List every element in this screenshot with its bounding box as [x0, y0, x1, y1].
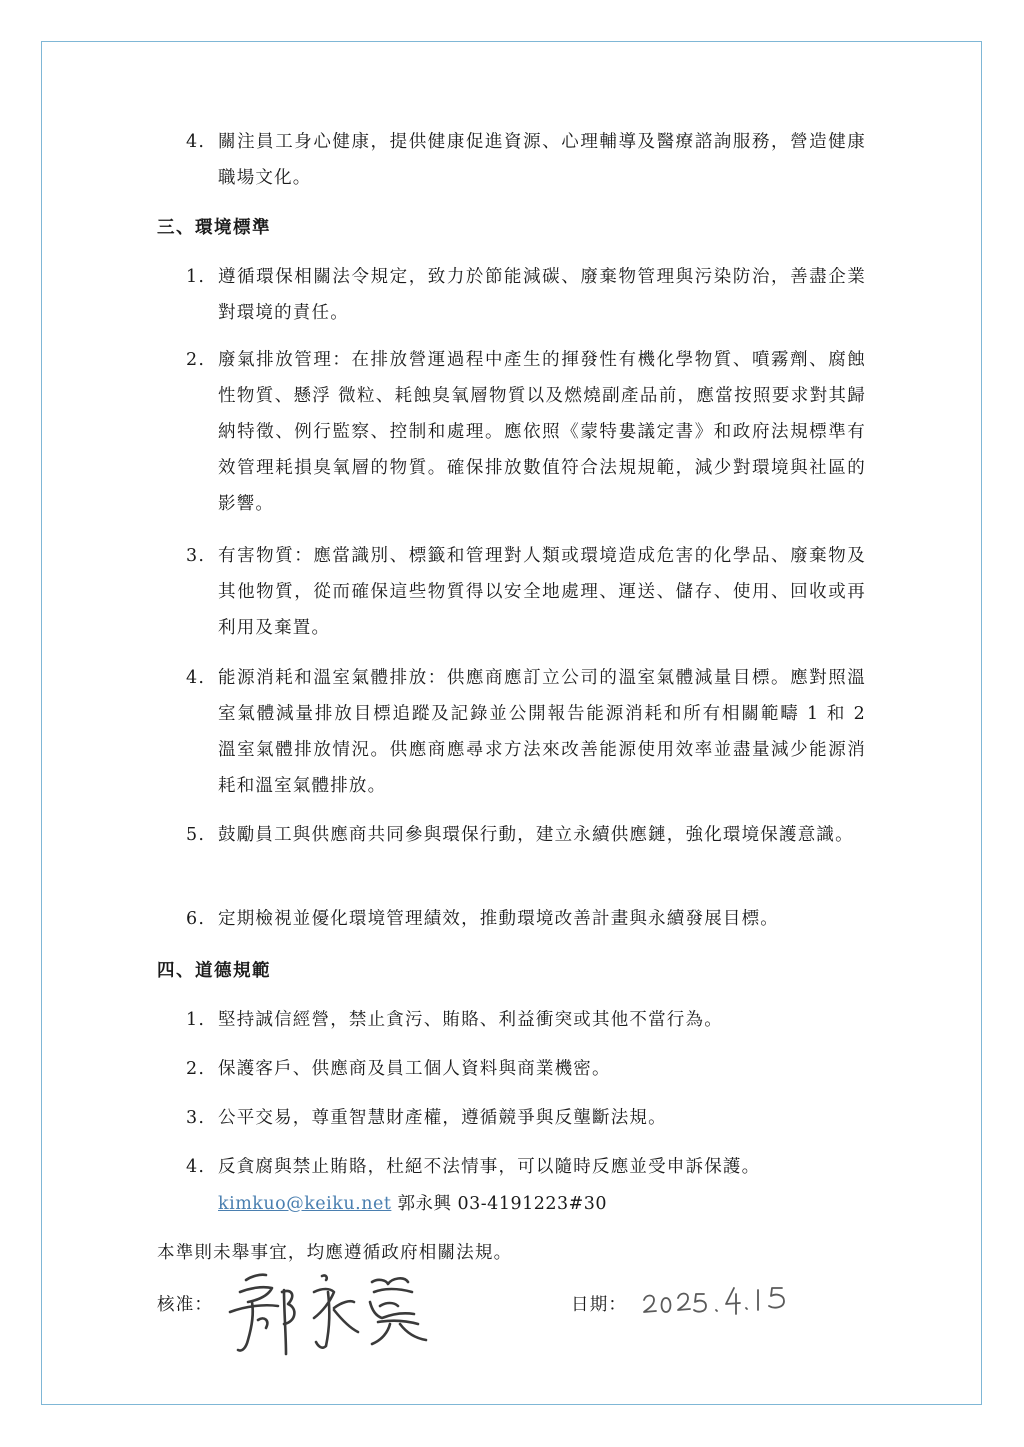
list-item [186, 1100, 866, 1136]
item-text: 反貪腐與禁止賄賂，杜絕不法情事，可以隨時反應並受申訴保護。 [218, 1157, 761, 1177]
item-number: 3. [186, 1108, 206, 1128]
list-item [186, 1002, 866, 1038]
list-item [186, 342, 866, 522]
item-text: 定期檢視並優化環境管理績效，推動環境改善計畫與永續發展目標。 [218, 909, 779, 929]
item-number: 2. [186, 1059, 206, 1079]
list-item [186, 538, 866, 646]
item-number: 2. [186, 350, 206, 370]
item-text: 關注員工身心健康，提供健康促進資源、心理輔導及醫療諮詢服務，營造健康職場文化。 [218, 132, 866, 188]
item-text: 廢氣排放管理：在排放營運過程中產生的揮發性有機化學物質、噴霧劑、腐蝕性物質、懸浮 微粒、耗蝕臭氧層物質以及燃燒副產品前，應當按照要求對其歸納特徵、例行監察、控制和處理。應依照《蒙特婁議定書》和政府法規標準有效管理耗損臭氧層的物質。確保排放數值符合法規規範，減少對環境與社區的影響。 [218, 350, 866, 514]
item-number: 4. [186, 1157, 206, 1177]
item-text: 堅持誠信經營，禁止貪污、賄賂、利益衝突或其他不當行為。 [218, 1010, 723, 1030]
item-text: 公平交易，尊重智慧財產權，遵循競爭與反壟斷法規。 [218, 1108, 667, 1128]
list-item [186, 660, 866, 804]
contact-line [218, 1189, 607, 1219]
item-number: 6. [186, 909, 206, 929]
list-item [186, 901, 866, 937]
list-item [186, 259, 866, 331]
item-text: 遵循環保相關法令規定，致力於節能減碳、廢棄物管理與污染防治，善盡企業對環境的責任。 [218, 267, 866, 323]
item-number: 4. [186, 668, 206, 688]
handwritten-signature [222, 1262, 432, 1357]
item-text: 保護客戶、供應商及員工個人資料與商業機密。 [218, 1059, 611, 1079]
handwritten-date [640, 1280, 800, 1320]
approve-label: 核准： [157, 1295, 214, 1315]
item-number: 3. [186, 546, 206, 566]
list-item [186, 1051, 866, 1087]
contact-name-phone: 郭永興 03-4191223#30 [391, 1194, 608, 1214]
email-link[interactable]: kimkuo@keiku.net [218, 1194, 392, 1214]
closing-statement: 本準則未舉事宜，均應遵循政府相關法規。 [157, 1243, 513, 1263]
item-text: 能源消耗和溫室氣體排放：供應商應訂立公司的溫室氣體減量目標。應對照溫室氣體減量排放目標追蹤及記錄並公開報告能源消耗和所有相關範疇 1 和 2 溫室氣體排放情況。供應商應尋求方法來改善能源使用效率並盡量減少能源消耗和溫室氣體排放。 [218, 668, 866, 796]
section-heading-ethics: 四、道德規範 [157, 961, 271, 981]
section-heading-environment: 三、環境標準 [157, 218, 271, 238]
list-item [186, 1149, 866, 1185]
item-number: 5. [186, 825, 206, 845]
item-number: 1. [186, 1010, 206, 1030]
item-text: 有害物質：應當識別、標籤和管理對人類或環境造成危害的化學品、廢棄物及其他物質，從而確保這些物質得以安全地處理、運送、儲存、使用、回收或再利用及棄置。 [218, 546, 866, 638]
list-item [186, 817, 866, 853]
item-number: 1. [186, 267, 206, 287]
item-text: 鼓勵員工與供應商共同參與環保行動，建立永續供應鏈，強化環境保護意識。 [218, 825, 854, 845]
list-item [186, 124, 866, 196]
item-number: 4. [186, 132, 206, 152]
date-label: 日期： [571, 1295, 628, 1315]
